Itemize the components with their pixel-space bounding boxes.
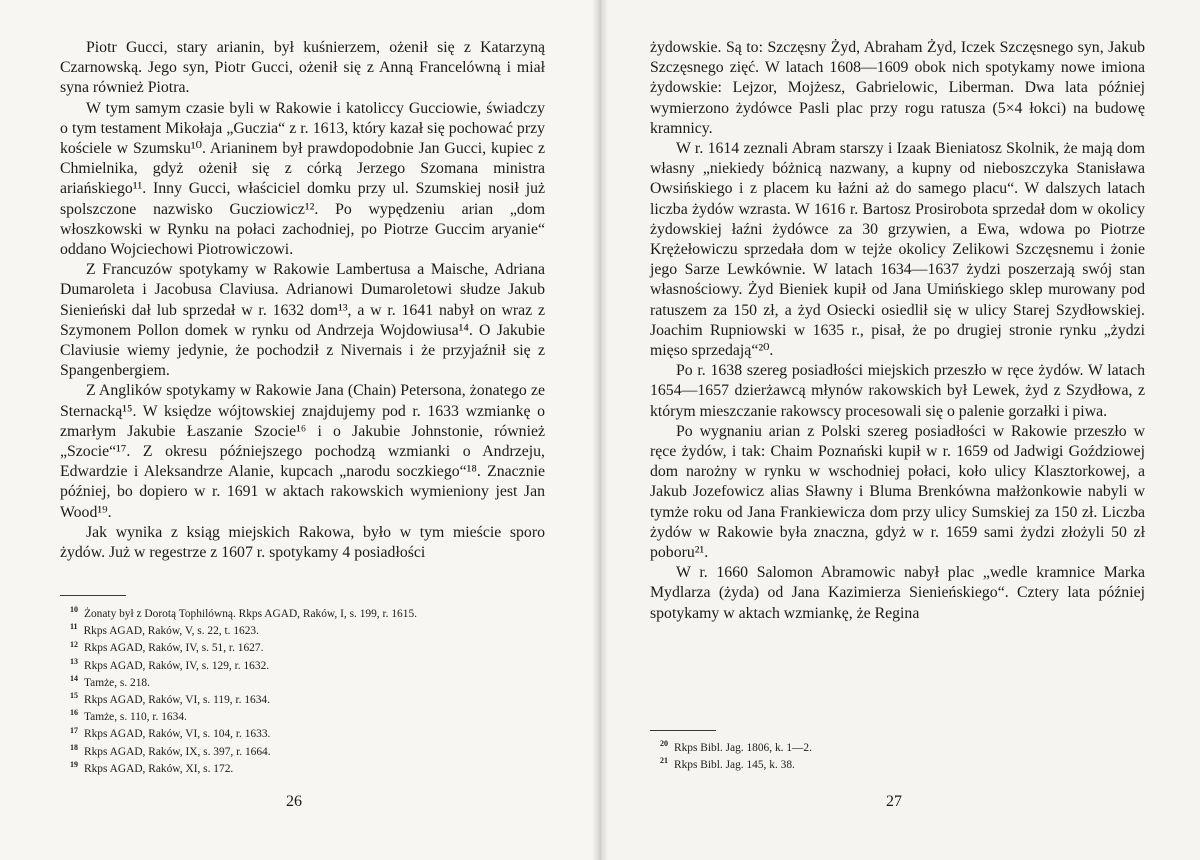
footnote-number: 11 xyxy=(70,622,78,632)
footnote-text: Tamże, s. 110, r. 1634. xyxy=(84,711,187,724)
footnote-text: Rkps AGAD, Raków, XI, s. 172. xyxy=(84,762,234,775)
footnote-text: Rkps AGAD, Raków, VI, s. 119, r. 1634. xyxy=(84,694,270,707)
right-paragraph: W r. 1614 zeznali Abram starszy i Izaak Bieniatosz Skolnik, że mają dom własny „niekiedy bóżnicą nazwany, a kupny od nieboszczyka Stanisława Owsińskiego i z placem ku łaźni aż do samego placu“. W dalszych latach liczba żydów wzrasta. W 1616 r. Bartosz Prosirobota sprzedał dom w okolicy żydowskiej łaźni żydówce za 30 grzywien, a Ewa, wdowa po Piotrze Krężełowiczu sprzedała dom w tejże okolicy Zelikowi Szczęsnemu i żonie jego Sarze Lewkównie. W latach 1634—1637 żydzi poszerzają swój stan własnościowy. Żyd Bieniek kupił od Jana Umińskiego sklep murowany pod ratuszem za 150 zł, a żyd Osiecki osiedlił się w ulicy Starej Szydłowskiej. Joachim Rupniowski w 1635 r., pisał, że po drugiej stronie rynku „żydzi mięso sprzedają“²⁰. xyxy=(650,140,1145,360)
page-number: 26 xyxy=(286,793,302,810)
left-paragraph: Piotr Gucci, stary arianin, był kuśnierzem, ożenił się z Katarzyną Czarnowską. Jego syn, Piotr Gucci, ożenił się z Anną Francelówną i miał syna również Piotra. xyxy=(60,39,545,97)
right-paragraph: Po r. 1638 szereg posiadłości miejskich przeszło w ręce żydów. W latach 1654—1657 dzierżawcą młynów rakowskich był Lewek, żyd z Szydłowa, z którym mieszczanie rakowscy procesowali się o palenie gorzałki i piwa. xyxy=(650,362,1145,420)
left-paragraph: Jak wynika z ksiąg miejskich Rakowa, było w tym mieście sporo żydów. Już w regestrze z 1607 r. spotykamy 4 posiadłości xyxy=(60,523,545,562)
footnote-number: 15 xyxy=(70,691,78,701)
left-body-text xyxy=(60,38,545,563)
right-paragraph: żydowskie. Są to: Szczęsny Żyd, Abraham Żyd, Iczek Szczęsnego syn, Jakub Szczęsnego zięć. W latach 1608—1609 obok nich spotykamy nowe imiona żydowskie: Lejzor, Mojżesz, Gabrielowic, Liberman. Dwa lata później wymierzono żydówce Pasli plac przy rogu ratusza (5×4 łokci) na budowę kramnicy. xyxy=(650,39,1145,137)
left-footnotes xyxy=(70,606,530,778)
footnote-text: Rkps AGAD, Raków, IV, s. 129, r. 1632. xyxy=(84,659,270,672)
page-number: 27 xyxy=(886,793,902,810)
right-body-text xyxy=(650,38,1145,624)
footnote xyxy=(70,606,530,623)
left-paragraph: Z Francuzów spotykamy w Rakowie Lambertusa a Maische, Adriana Dumaroleta i Jacobusa Claviusa. Adrianowi Dumaroletowi słudze Jakub Sienieński dał lub sprzedał w r. 1632 dom¹³, a w r. 1641 nabył on wraz z Szymonem Pollon domek w rynku od Andrzeja Wojdowiusa¹⁴. O Jakubie Claviusie wiemy jedynie, że pochodził z Nivernais i że przyjaźnił się z Spangenbergiem. xyxy=(60,261,545,380)
footnote-text: Rkps Bibl. Jag. 145, k. 38. xyxy=(674,759,795,772)
right-paragraph: Po wygnaniu arian z Polski szereg posiadłości w Rakowie przeszło w ręce żydów, i tak: Chaim Poznański kupił w r. 1659 od Jadwigi Goździowej dom narożny w rynku w wschodniej połaci, koło ulicy Klasztorkowej, a Jakub Jozefowicz alias Sławny i Bluma Brenkówna małżonkowie nabyli w tymże roku od Jana Frankiewicza dom przy ulicy Sumskiej za 150 zł. Liczba żydów w Rakowie była znaczna, gdyż w r. 1659 sami żydzi złożyli 50 zł poboru²¹. xyxy=(650,422,1145,562)
footnote-text: Rkps AGAD, Raków, IX, s. 397, r. 1664. xyxy=(84,745,271,758)
left-paragraph: Z Anglików spotykamy w Rakowie Jana (Chain) Petersona, żonatego ze Sternacką¹⁵. W księdze wójtowskiej znajdujemy pod r. 1633 wzmiankę o zmarłym Jakubie Łaszanie Szocie¹⁶ i o Jakubie Johnstonie, również „Szocie“¹⁷. Z okresu późniejszego pochodzą wzmianki o Andrzeju, Edwardzie i Aleksandrze Alanie, kupcach „narodu soczkiego“¹⁸. Znacznie później, bo dopiero w r. 1691 w aktach rakowskich wymieniony jest Jan Wood¹⁹. xyxy=(60,382,545,521)
footnote-rule xyxy=(650,730,716,731)
footnote xyxy=(70,761,530,778)
footnote xyxy=(70,675,530,692)
footnote-text: Żonaty był z Dorotą Tophilówną. Rkps AGAD, Raków, I, s. 199, r. 1615. xyxy=(84,608,417,620)
footnote-number: 16 xyxy=(70,708,78,718)
book-gutter xyxy=(592,0,608,860)
footnote-number: 12 xyxy=(70,639,78,649)
footnote-text: Rkps AGAD, Raków, V, s. 22, t. 1623. xyxy=(83,625,259,638)
footnote xyxy=(660,740,1120,757)
footnote-number: 13 xyxy=(70,656,78,666)
footnote-text: Rkps AGAD, Raków, IV, s. 51, r. 1627. xyxy=(84,642,264,655)
footnote-rule xyxy=(60,595,126,596)
footnote xyxy=(70,692,530,709)
footnote-text: Rkps AGAD, Raków, VI, s. 104, r. 1633. xyxy=(84,728,271,741)
right-paragraph: W r. 1660 Salomon Abramowic nabył plac „wedle kramnice Marka Mydlarza (żyda) od Jana Kazimierza Sienieńskiego“. Cztery lata później spotykamy w aktach wzmiankę, że Regina xyxy=(650,564,1145,622)
footnote-text: Rkps Bibl. Jag. 1806, k. 1—2. xyxy=(674,742,812,754)
footnote-number: 17 xyxy=(70,725,78,735)
footnote xyxy=(70,726,530,743)
footnote xyxy=(660,757,1120,774)
footnote xyxy=(70,640,530,657)
left-paragraph: W tym samym czasie byli w Rakowie i katoliccy Gucciowie, świadczy o tym testament Mikołaja „Guczia“ z r. 1613, który kazał się pochować przy kościele w Szumsku¹⁰. Arianinem był prawdopodobnie Jan Gucci, kupiec z Chmielnika, gdyż ożenił się z córką Jerzego Szomana ministra ariańskiego¹¹. Inny Gucci, właściciel domku przy ul. Szumskiej nosił już spolszczone nazwisko Gucziowicz¹². Po wypędzeniu arian „dom włoszkowski w Rynku na połaci zachodniej, po Piotrze Guccim aryanie“ oddano Wojciechowi Piotrowiczowi. xyxy=(60,99,545,259)
footnote-number: 18 xyxy=(70,742,78,752)
right-footnotes xyxy=(660,740,1120,774)
footnote xyxy=(70,744,530,761)
footnote-number: 20 xyxy=(660,739,668,749)
footnote-number: 10 xyxy=(70,605,78,615)
footnote-number: 19 xyxy=(70,760,78,770)
footnote xyxy=(70,623,530,640)
footnote xyxy=(70,658,530,675)
footnote-number: 21 xyxy=(660,756,668,766)
footnote-number: 14 xyxy=(70,674,78,684)
footnote-text: Tamże, s. 218. xyxy=(84,676,150,689)
right-page xyxy=(600,0,1200,860)
footnote xyxy=(70,709,530,726)
